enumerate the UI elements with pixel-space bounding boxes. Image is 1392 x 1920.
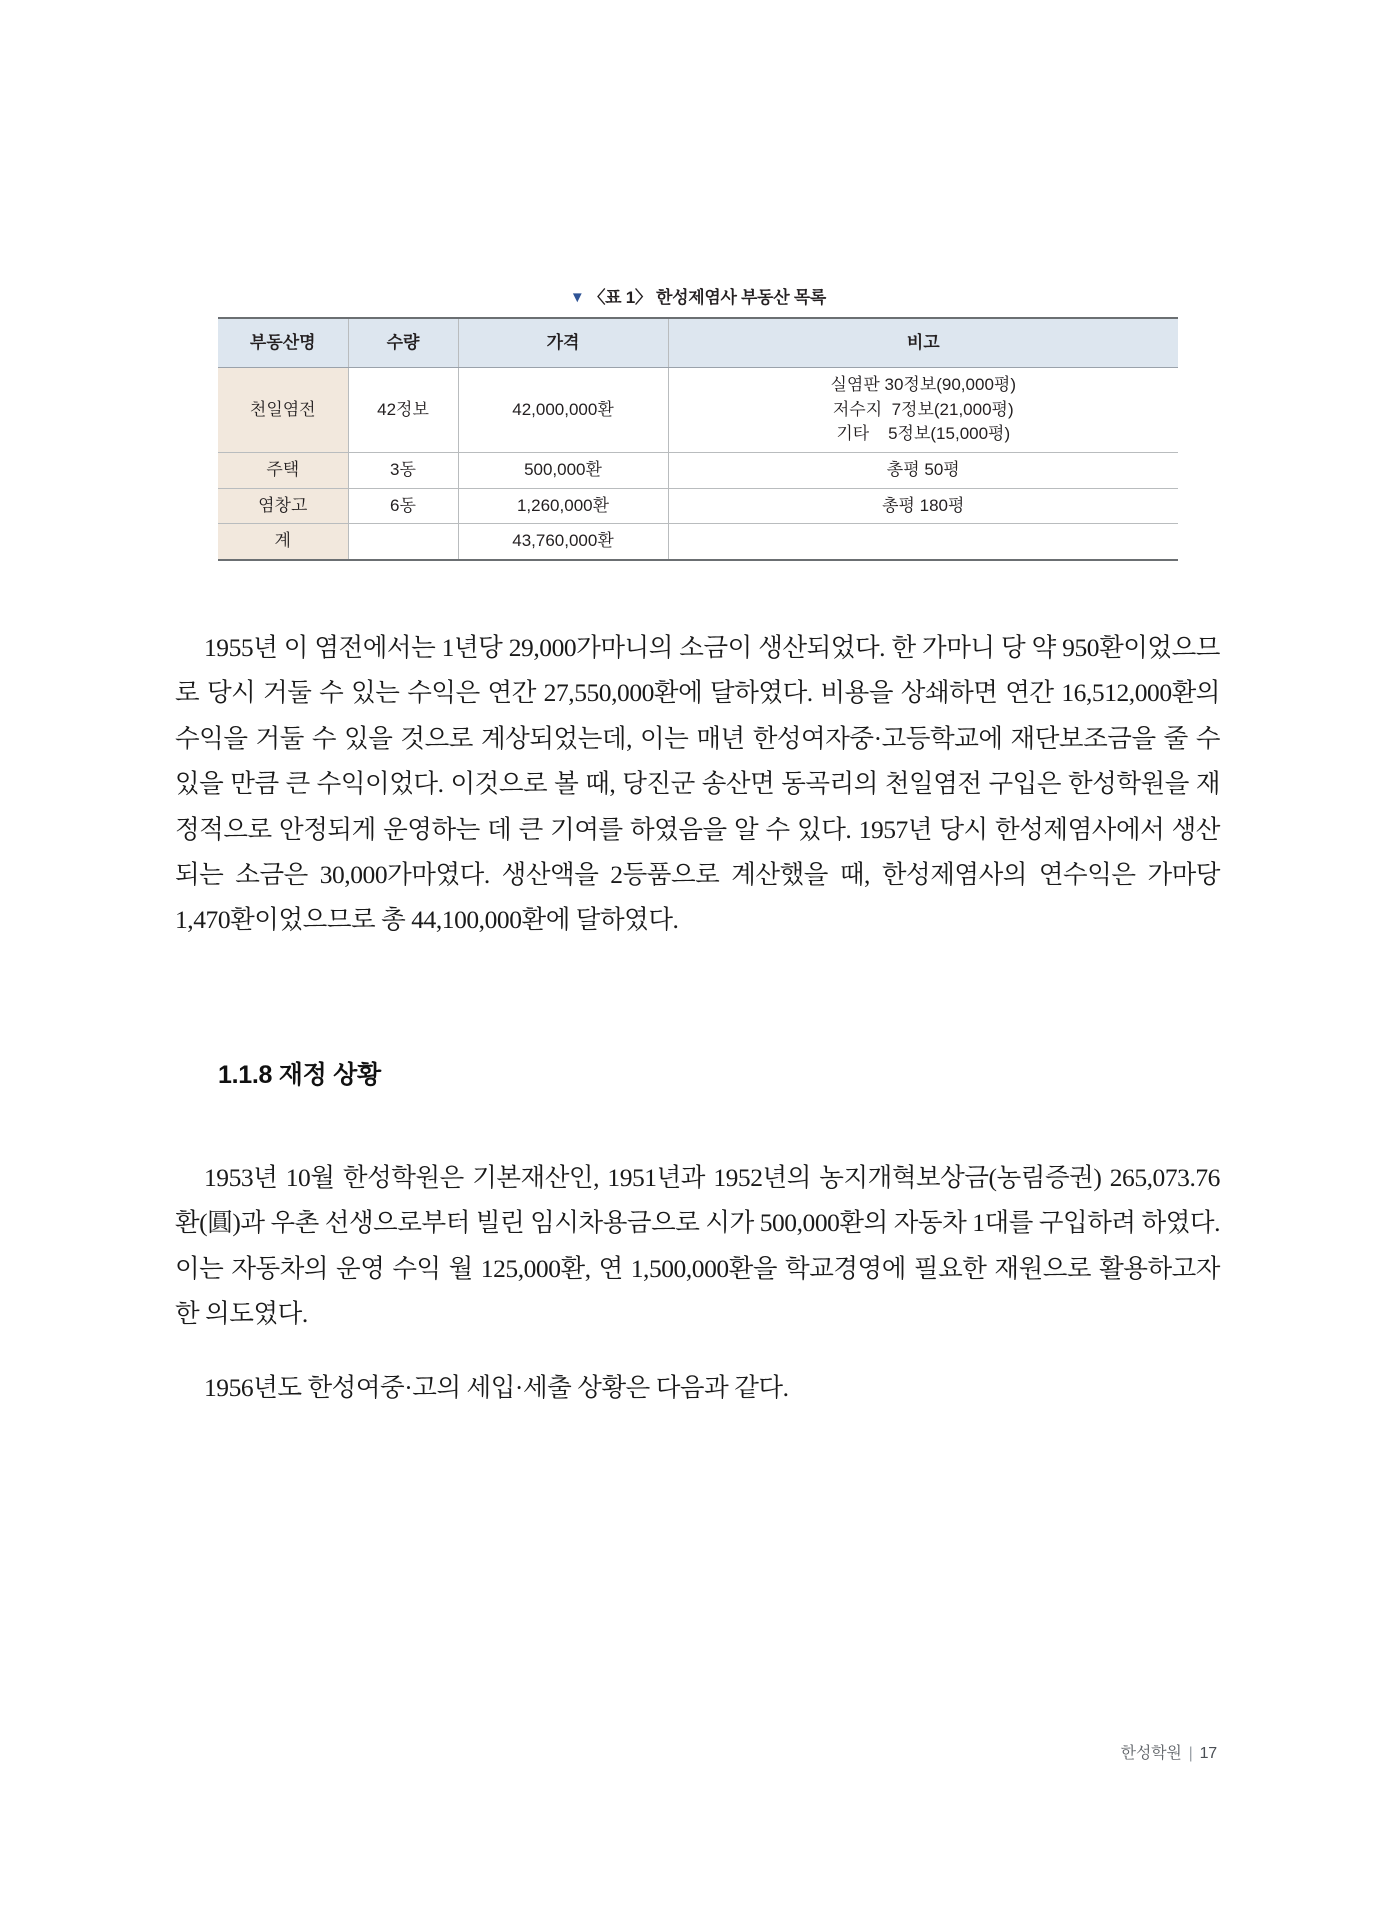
cell-quantity xyxy=(348,524,458,560)
cell-note: 총평 180평 xyxy=(668,488,1178,524)
table-row-total xyxy=(218,524,1178,560)
cell-price: 500,000환 xyxy=(458,452,668,488)
note-line: 기타 5정보(15,000평) xyxy=(836,424,1011,444)
caption-triangle-icon: ▼ xyxy=(569,289,585,306)
paragraph-block-2 xyxy=(175,1155,1220,1337)
cell-quantity: 3동 xyxy=(348,452,458,488)
column-header-name: 부동산명 xyxy=(218,318,348,368)
cell-price: 42,000,000환 xyxy=(458,368,668,453)
cell-name: 주택 xyxy=(218,452,348,488)
table-row xyxy=(218,368,1178,453)
table-header xyxy=(218,318,1178,368)
cell-note xyxy=(668,368,1178,453)
footer-separator: | xyxy=(1188,1745,1193,1762)
cell-quantity: 42정보 xyxy=(348,368,458,453)
table-caption-text: 〈표 1〉 한성제염사 부동산 목록 xyxy=(588,288,827,307)
paragraph-text: 1953년 10월 한성학원은 기본재산인, 1951년과 1952년의 농지개혁보상금(농림증권) 265,073.76환(圓)과 우촌 선생으로부터 빌린 임시차용금으로 시가 500,000환의 자동차 1대를 구입하려 하였다. 이는 자동차의 운영 수익 월 125,000환, 연 1,500,000환을 학교경영에 필요한 재원으로 활용하고자 한 의도였다. xyxy=(175,1163,1220,1329)
realestate-table xyxy=(218,317,1178,561)
table-body xyxy=(218,368,1178,560)
table-header-row xyxy=(218,318,1178,368)
cell-name: 계 xyxy=(218,524,348,560)
note-line: 저수지 7정보(21,000평) xyxy=(832,399,1014,419)
section-heading: 1.1.8 재정 상황 xyxy=(218,1061,381,1089)
paragraph-block-3 xyxy=(175,1365,1220,1410)
paragraph-block-1 xyxy=(175,625,1220,943)
cell-name: 천일염전 xyxy=(218,368,348,453)
table-row xyxy=(218,488,1178,524)
column-header-quantity: 수량 xyxy=(348,318,458,368)
table-row xyxy=(218,452,1178,488)
column-header-price: 가격 xyxy=(458,318,668,368)
page-number: 17 xyxy=(1199,1745,1217,1762)
cell-quantity: 6동 xyxy=(348,488,458,524)
cell-note xyxy=(668,524,1178,560)
note-line: 실염판 30정보(90,000평) xyxy=(830,375,1016,394)
page-footer xyxy=(1121,1740,1217,1763)
footer-label: 한성학원 xyxy=(1120,1745,1182,1762)
paragraph-text: 1956년도 한성여중·고의 세입·세출 상황은 다음과 같다. xyxy=(204,1373,789,1402)
paragraph-text: 1955년 이 염전에서는 1년당 29,000가마니의 소금이 생산되었다. 한 가마니 당 약 950환이었으므로 당시 거둘 수 있는 수익은 연간 27,550,000환에 달하였다. 비용을 상쇄하면 연간 16,512,000환의 수익을 거둘 수 있을 것으로 계상되었는데, 이는 매년 한성여자중·고등학교에 재단보조금을 줄 수 있을 만큼 큰 수익이었다. 이것으로 볼 때, 당진군 송산면 동곡리의 천일염전 구입은 한성학원을 재정적으로 안정되게 운영하는 데 큰 기여를 하였음을 알 수 있다. 1957년 당시 한성제염사에서 생산되는 소금은 30,000가마였다. 생산액을 2등품으로 계산했을 때, 한성제염사의 연수익은 가마당 1,470환이었으므로 총 44,100,000환에 달하였다. xyxy=(175,633,1220,935)
table-block xyxy=(218,283,1178,561)
column-header-note: 비고 xyxy=(668,318,1178,368)
cell-note: 총평 50평 xyxy=(668,452,1178,488)
cell-price: 1,260,000환 xyxy=(458,488,668,524)
cell-price: 43,760,000환 xyxy=(458,524,668,560)
cell-name: 염창고 xyxy=(218,488,348,524)
table-caption xyxy=(218,283,1178,308)
